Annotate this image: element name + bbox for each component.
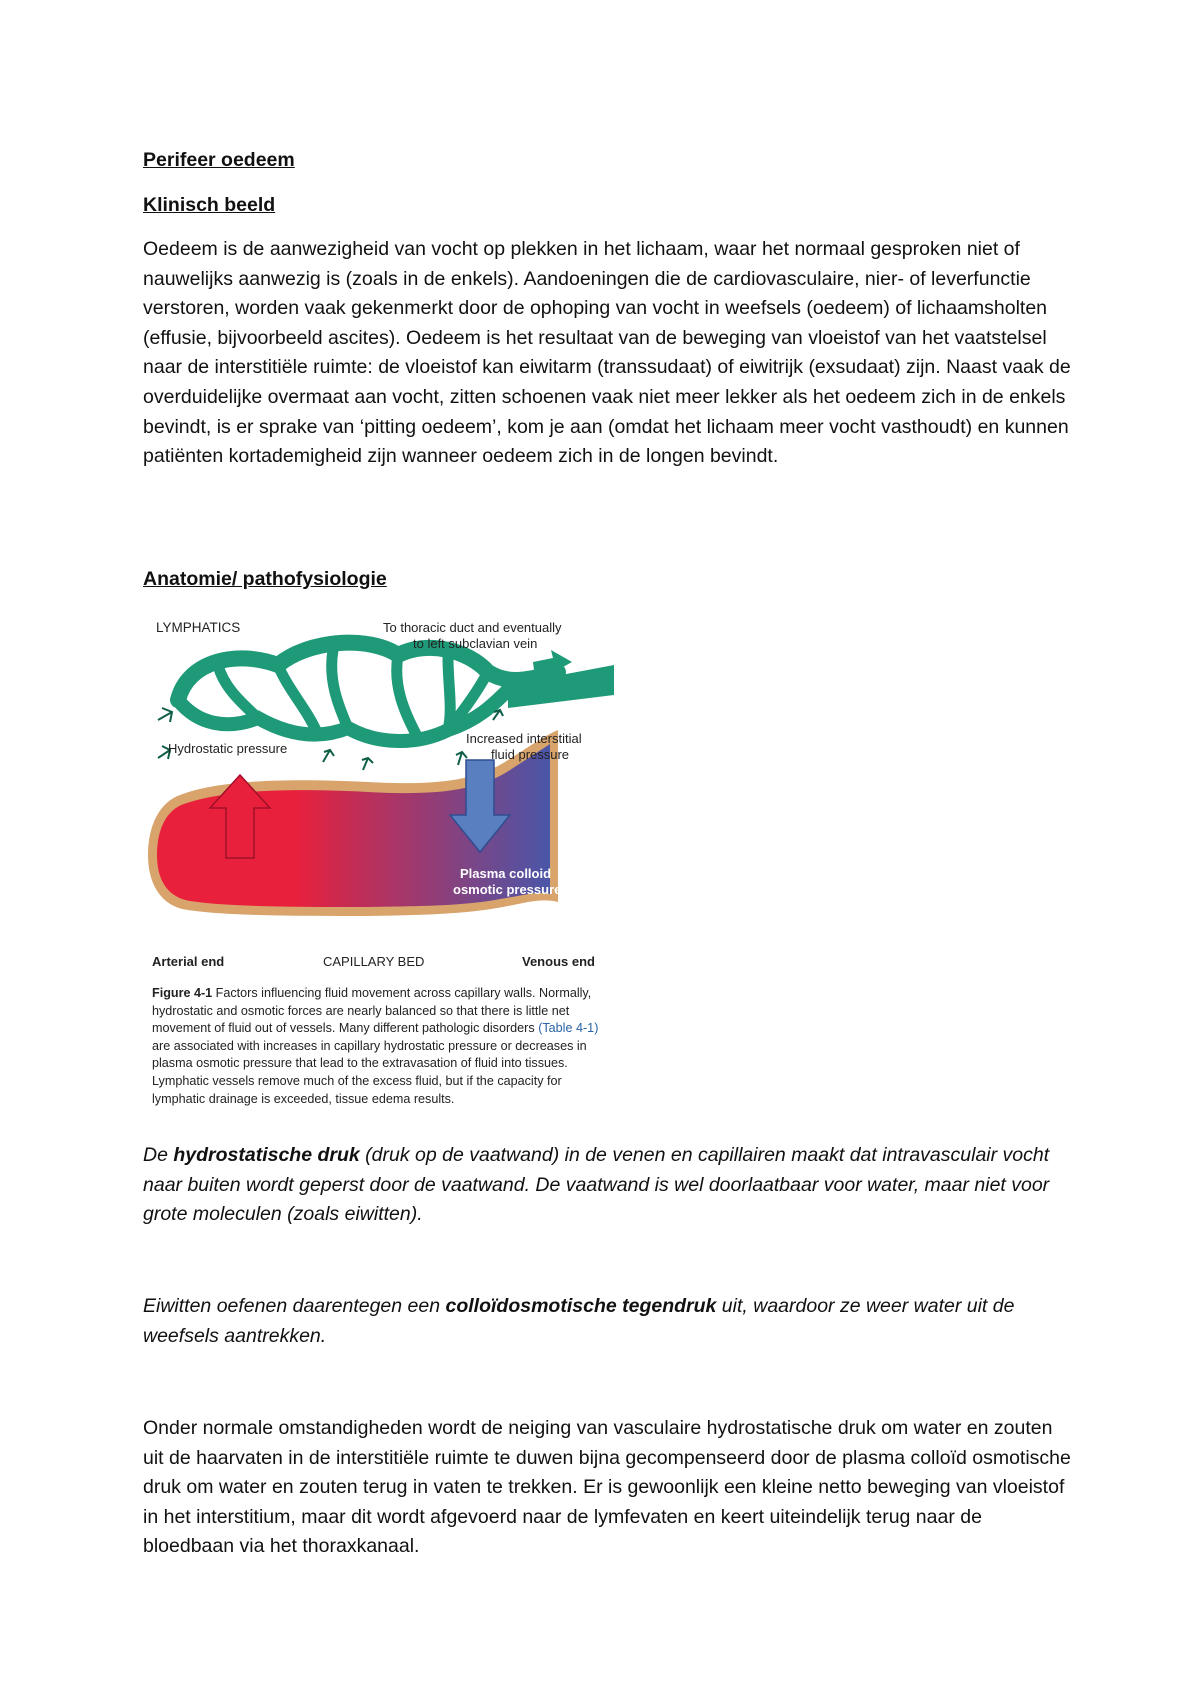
label-plasma-2: osmotic pressure <box>453 882 562 897</box>
paragraph-colloid <box>143 1292 1073 1351</box>
colloid-rest: uit, waardoor ze weer water uit de weefsels aantrekken. <box>143 1295 1015 1347</box>
label-plasma-1: Plasma colloid <box>460 866 552 881</box>
label-venous-end: Venous end <box>522 954 595 969</box>
label-thoracic-2: to left subclavian vein <box>413 636 538 651</box>
label-thoracic-1: To thoracic duct and eventually <box>383 620 562 635</box>
caption-table-link[interactable]: (Table 4-1) <box>538 1021 599 1036</box>
caption-label: Figure 4-1 <box>152 986 213 1000</box>
document-title: Perifeer oedeem <box>143 149 295 171</box>
paragraph-klinisch-beeld: Oedeem is de aanwezigheid van vocht op plekken in het lichaam, waar het normaal gesproken niet of nauwelijks aanwezig is (zoals in de enkels). Aandoeningen die de cardiovasculaire, nier- of leverfunctie verstoren, worden vaak gekenmerkt door de ophoping van vocht in weefsels (oedeem) of lichaamsholten (effusie, bijvoorbeeld ascites). Oedeem is het resultaat van de beweging van vloeistof van het vaatstelsel naar de interstitiële ruimte: de vloeistof kan eiwitarm (transsudaat) of eiwitrijk (exsudaat) zijn. Naast vaak de overduidelijke overmaat aan vocht, zitten schoenen vaak niet meer lekker als het oedeem zich in de enkels bevindt, is er sprake van ‘pitting oedeem’, kom je aan (omdat het lichaam meer vocht vasthoudt) en kunnen patiënten kortademigheid zijn wanneer oedeem zich in de longen bevindt. <box>143 238 1071 468</box>
paragraph-hydrostatic <box>143 1141 1073 1230</box>
section-heading-anatomie: Anatomie/ pathofysiologie <box>143 568 387 590</box>
label-hydrostatic: Hydrostatic pressure <box>168 741 288 756</box>
lymphatic-network <box>178 643 614 741</box>
label-arterial-end: Arterial end <box>152 954 225 969</box>
caption-text-2: are associated with increases in capillary hydrostatic pressure or decreases in plasma osmotic pressure that lead to the extravasation of fluid into tissues. Lymphatic vessels remove much of the excess fluid, but if the capacity for lymphatic drainage is exceeded, tissue edema results. <box>152 1038 587 1106</box>
section-heading-klinisch-beeld: Klinisch beeld <box>143 194 276 216</box>
paragraph-normal: Onder normale omstandigheden wordt de neiging van vasculaire hydrostatische druk om water en zouten uit de haarvaten in de interstitiële ruimte te duwen bijna gecompenseerd door de plasma colloïd osmotische druk om water en zouten terug in vaten te trekken. Er is gewoonlijk een kleine netto beweging van vloeistof in het interstitium, maar dit wordt afgevoerd naar de lymfevaten en keert uiteindelijk terug naar de bloedbaan via het thoraxkanaal. <box>143 1417 1071 1558</box>
caption-text-1: Factors influencing fluid movement across capillary walls. Normally, hydrostatic and osmotic forces are nearly balanced so that there is little net movement of fluid out of vessels. Many different pathologic disorders <box>152 986 592 1036</box>
colloid-bold: colloïdosmotische tegendruk <box>445 1295 717 1317</box>
capillary-diagram <box>148 610 614 980</box>
hydrostatic-rest: (druk op de vaatwand) in de venen en capillairen maakt dat intravasculair vocht naar buiten wordt geperst door de vaatwand. De vaatwand is wel doorlaatbaar voor water, maar niet voor grote moleculen (zoals eiwitten). <box>143 1144 1050 1226</box>
label-interstitial-2: fluid pressure <box>491 747 570 762</box>
colloid-prefix: Eiwitten oefenen daarentegen een <box>143 1295 446 1317</box>
hydrostatic-bold: hydrostatische druk <box>173 1144 360 1166</box>
label-lymphatics: LYMPHATICS <box>156 620 241 635</box>
label-interstitial-1: Increased interstitial <box>466 731 582 746</box>
hydrostatic-prefix: De <box>143 1144 174 1166</box>
label-capillary-bed: CAPILLARY BED <box>323 954 425 969</box>
figure-caption <box>152 985 612 1108</box>
capillary-figure <box>148 610 614 980</box>
